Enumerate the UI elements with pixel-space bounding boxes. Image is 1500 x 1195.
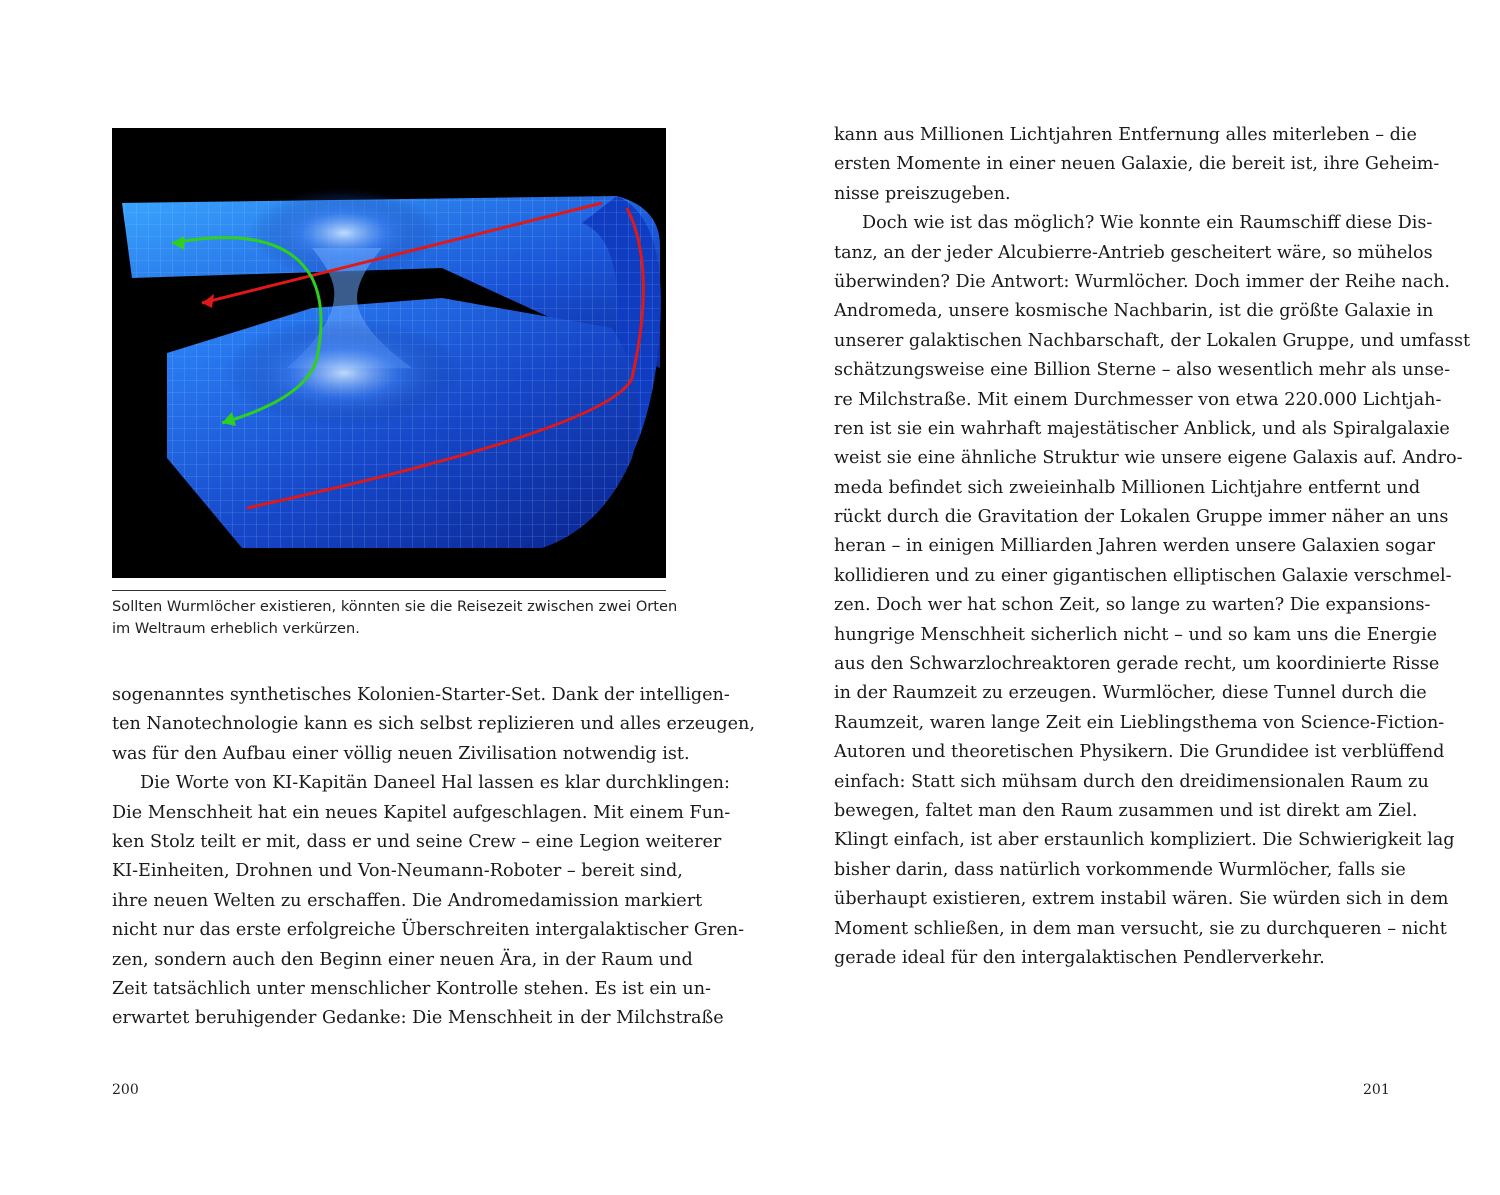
text-line: bewegen, faltet man den Raum zusammen und ist direkt am Ziel.: [834, 800, 1418, 821]
caption-line: Sollten Wurmlöcher existieren, könnten sie die Reisezeit zwischen zwei Orten: [112, 598, 678, 615]
text-line: Zeit tatsächlich unter menschlicher Kontrolle stehen. Es ist ein un-: [112, 978, 711, 999]
text-line: weist sie eine ähnliche Struktur wie unsere eigene Galaxis auf. Andro-: [834, 448, 1463, 469]
text-line: was für den Aufbau einer völlig neuen Zivilisation notwendig ist.: [112, 743, 690, 764]
text-line: re Milchstraße. Mit einem Durchmesser von etwa 220.000 Lichtjah-: [834, 389, 1442, 410]
text-line: gerade ideal für den intergalaktischen Pendlerverkehr.: [834, 947, 1325, 968]
wormhole-illustration-icon: [112, 128, 666, 578]
text-line: überwinden? Die Antwort: Wurmlöcher. Doch immer der Reihe nach.: [834, 271, 1451, 292]
text-line: überhaupt existieren, extrem instabil wären. Sie würden sich in dem: [834, 889, 1449, 910]
text-line: kann aus Millionen Lichtjahren Entfernung alles miterleben – die: [834, 125, 1417, 145]
text-line: Klingt einfach, ist aber erstaunlich kompliziert. Die Schwierigkeit lag: [834, 830, 1455, 851]
text-line: Die Worte von KI-Kapitän Daneel Hal lassen es klar durchklingen:: [140, 773, 730, 794]
text-line: Andromeda, unsere kosmische Nachbarin, ist die größte Galaxie in: [834, 301, 1434, 322]
text-line: ersten Momente in einer neuen Galaxie, die bereit ist, ihre Geheim-: [834, 154, 1440, 175]
text-line: bisher darin, dass natürlich vorkommende Wurmlöcher, falls sie: [834, 859, 1406, 880]
text-line: Moment schließen, in dem man versucht, sie zu durchqueren – nicht: [834, 918, 1447, 939]
text-line: Autoren und theoretischen Physikern. Die Grundidee ist verblüffend: [834, 742, 1445, 763]
text-line: Doch wie ist das möglich? Wie konnte ein Raumschiff diese Dis-: [862, 213, 1433, 234]
text-line: schätzungsweise eine Billion Sterne – also wesentlich mehr als unse-: [834, 360, 1451, 381]
text-line: KI-Einheiten, Drohnen und Von-Neumann-Roboter – bereit sind,: [112, 861, 683, 882]
text-line: ken Stolz teilt er mit, dass er und seine Crew – eine Legion weiterer: [112, 831, 722, 852]
right-body-text: [834, 121, 1471, 973]
text-line: kollidieren und zu einer gigantischen elliptischen Galaxie verschmel-: [834, 565, 1452, 586]
page-number: 200: [112, 1082, 139, 1098]
page-number: 201: [1363, 1082, 1390, 1098]
text-line: Die Menschheit hat ein neues Kapitel aufgeschlagen. Mit einem Fun-: [112, 802, 731, 823]
text-line: ten Nanotechnologie kann es sich selbst replizieren und alles erzeugen,: [112, 714, 755, 735]
text-line: Raumzeit, waren lange Zeit ein Lieblingsthema von Science-Fiction-: [834, 712, 1445, 733]
text-line: ihre neuen Welten zu erschaffen. Die Andromedamission markiert: [112, 890, 703, 911]
text-line: nisse preiszugeben.: [834, 183, 1011, 204]
text-line: rückt durch die Gravitation der Lokalen Gruppe immer näher an uns: [834, 507, 1449, 528]
text-line: unserer galaktischen Nachbarschaft, der Lokalen Gruppe, und umfasst: [834, 330, 1471, 351]
text-line: meda befindet sich zweieinhalb Millionen Lichtjahre entfernt und: [834, 477, 1421, 498]
figure-caption: [112, 596, 678, 640]
text-line: nicht nur das erste erfolgreiche Überschreiten intergalaktischer Gren-: [112, 920, 745, 941]
text-line: tanz, an der jeder Alcubierre-Antrieb gescheitert wäre, so mühelos: [834, 242, 1433, 263]
wormhole-figure: [112, 128, 666, 578]
text-line: einfach: Statt sich mühsam durch den dreidimensionalen Raum zu: [834, 771, 1429, 792]
left-body-text: [112, 681, 755, 1034]
text-line: heran – in einigen Milliarden Jahren werden unsere Galaxien sogar: [834, 536, 1436, 557]
text-line: aus den Schwarzlochreaktoren gerade recht, um koordinierte Risse: [834, 654, 1440, 675]
text-line: hungrige Menschheit sicherlich nicht – und so kam uns die Energie: [834, 624, 1438, 645]
text-line: zen. Doch wer hat schon Zeit, so lange zu warten? Die expansions-: [834, 595, 1431, 616]
figure-rule: [112, 590, 666, 591]
text-line: ren ist sie ein wahrhaft majestätischer Anblick, und als Spiralgalaxie: [834, 418, 1450, 439]
text-line: in der Raumzeit zu erzeugen. Wurmlöcher, diese Tunnel durch die: [834, 683, 1427, 704]
text-line: sogenanntes synthetisches Kolonien-Starter-Set. Dank der intelligen-: [112, 685, 730, 705]
caption-line: im Weltraum erheblich verkürzen.: [112, 620, 360, 637]
text-line: erwartet beruhigender Gedanke: Die Menschheit in der Milchstraße: [112, 1008, 724, 1029]
text-line: zen, sondern auch den Beginn einer neuen Ära, in der Raum und: [112, 949, 693, 970]
